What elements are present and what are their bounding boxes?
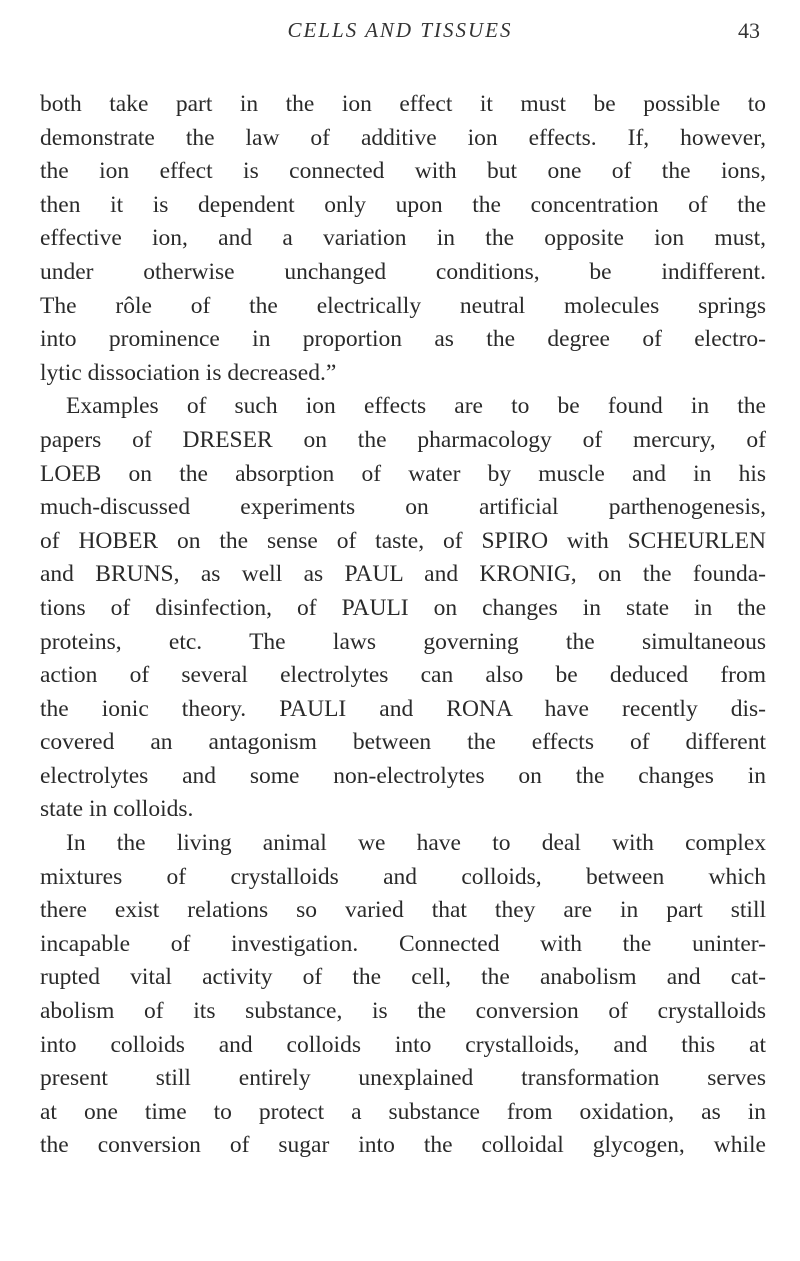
- text-line: tions of disinfection, of PAULI on changes in state in the: [40, 594, 766, 621]
- text-line: there exist relations so varied that they are in part still: [40, 897, 766, 924]
- running-title: CELLS AND TISSUES: [287, 18, 513, 42]
- text-line: under otherwise unchanged conditions, be indifferent.: [40, 258, 766, 285]
- text-line: effective ion, and a variation in the opposite ion must,: [40, 225, 766, 252]
- text-line: the conversion of sugar into the colloidal glycogen, while: [40, 1132, 766, 1159]
- text-line: The rôle of the electrically neutral molecules springs: [40, 292, 766, 319]
- text-line: electrolytes and some non-electrolytes on the changes in: [40, 762, 766, 789]
- text-line: into prominence in proportion as the degree of electro-: [40, 326, 766, 353]
- text-line: and BRUNS, as well as PAUL and KRONIG, on the founda-: [40, 561, 766, 588]
- text-line: much-discussed experiments on artificial parthenogenesis,: [40, 494, 766, 521]
- page-header: [40, 14, 760, 54]
- text-line: incapable of investigation. Connected with the uninter-: [40, 930, 766, 957]
- body-text: [40, 88, 766, 1163]
- text-line: papers of DRESER on the pharmacology of mercury, of: [40, 426, 766, 453]
- text-line: abolism of its substance, is the conversion of crystalloids: [40, 998, 766, 1025]
- text-line: both take part in the ion effect it must be possible to: [40, 91, 766, 117]
- text-line: action of several electrolytes can also be deduced from: [40, 662, 766, 689]
- text-line: mixtures of crystalloids and colloids, between which: [40, 863, 766, 890]
- text-line: LOEB on the absorption of water by muscle and in his: [40, 460, 766, 487]
- text-line: the ionic theory. PAULI and RONA have recently dis-: [40, 695, 766, 722]
- text-line: state in colloids.: [40, 796, 194, 823]
- text-line: the ion effect is connected with but one of the ions,: [40, 158, 766, 185]
- text-line: proteins, etc. The laws governing the simultaneous: [40, 628, 766, 655]
- text-line: into colloids and colloids into crystalloids, and this at: [40, 1031, 766, 1058]
- page-number: 43: [738, 18, 760, 43]
- text-line: lytic dissociation is decreased.”: [40, 359, 337, 386]
- text-line: at one time to protect a substance from oxidation, as in: [40, 1098, 766, 1125]
- text-line: then it is dependent only upon the concentration of the: [40, 191, 766, 218]
- text-line: covered an antagonism between the effects of different: [40, 729, 766, 756]
- text-line: demonstrate the law of additive ion effects. If, however,: [40, 124, 766, 151]
- text-line: Examples of such ion effects are to be found in the: [66, 393, 766, 420]
- text-line: rupted vital activity of the cell, the anabolism and cat-: [40, 964, 766, 991]
- text-line: of HOBER on the sense of taste, of SPIRO with SCHEURLEN: [40, 527, 766, 554]
- text-line: In the living animal we have to deal with complex: [66, 830, 766, 857]
- text-line: present still entirely unexplained transformation serves: [40, 1065, 766, 1092]
